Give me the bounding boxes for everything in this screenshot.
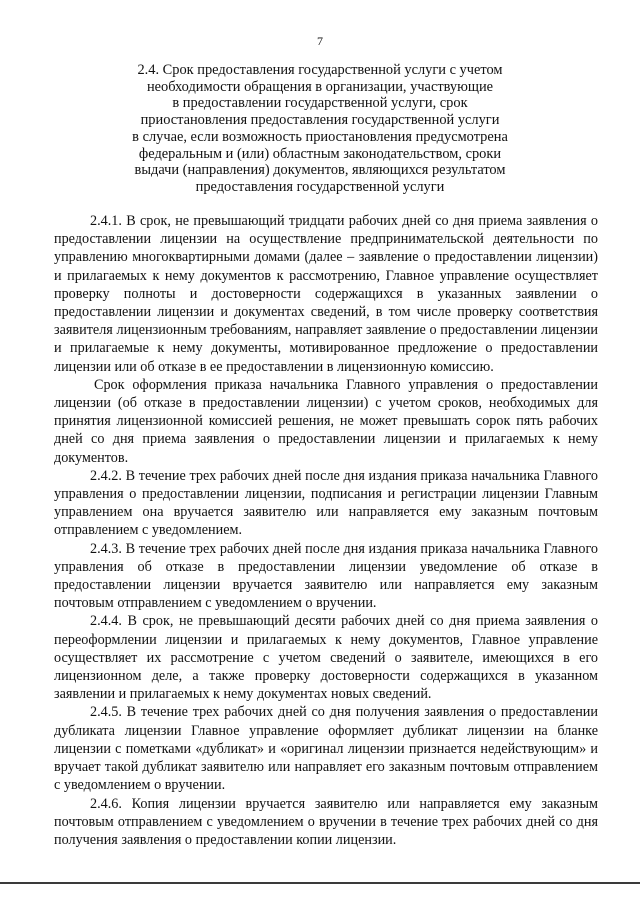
page-bottom-rule	[0, 882, 640, 884]
paragraph-2-4-1: 2.4.1. В срок, не превышающий тридцати рабочих дней со дня приема заявления о предоставлении лицензии на осуществление предпринимательской деятельности по управлению многоквартирными домами (далее – заявление о предоставлении лицензии) и прилагаемых к нему документов к рассмотрению, Главное управление осуществляет проверку полноты и достоверности содержащихся в указанных заявлении о предоставлении лицензии и документах сведений, в том числе проверку соответствия заявителя лицензионным требованиям, направляет заявление о предоставлении лицензии и прилагаемые к нему документы, мотивированное предложение о предоставлении лицензии или об отказе в ее предоставлении в лицензионную комиссию.	[54, 213, 598, 375]
heading-line: федеральным и (или) областным законодательством, сроки	[138, 145, 502, 162]
document-body	[54, 212, 598, 849]
heading-line: предоставления государственной услуги	[195, 178, 445, 195]
paragraph-2-4-4: 2.4.4. В срок, не превышающий десяти рабочих дней со дня приема заявления о переоформлении лицензии и прилагаемых к нему документов, Главное управление осуществляет их рассмотрение с учетом сведений о заявителе, имеющихся в его лицензионном деле, а также проверку достоверности содержащихся в указанном заявлении и прилагаемых к нему документах новых сведений.	[54, 613, 598, 703]
section-heading	[100, 62, 540, 196]
paragraph-2-4-3: 2.4.3. В течение трех рабочих дней после дня издания приказа начальника Главного управления об отказе в предоставлении лицензии уведомление об отказе в предоставлении лицензии вручается заявителю или направляется ему заказным почтовым отправлением с уведомлением о вручении.	[54, 540, 598, 612]
heading-line: в предоставлении государственной услуги, срок	[172, 95, 468, 112]
paragraph-license-order-term: Срок оформления приказа начальника Главного управления о предоставлении лицензии (об отказе в предоставлении лицензии) с учетом сроков, необходимых для принятия лицензионной комиссией решения, не может превышать сорок пять рабочих дней со дня приема заявления о предоставлении лицензии и прилагаемых к нему документов.	[54, 376, 598, 466]
heading-line: выдачи (направления) документов, являющихся результатом	[134, 162, 506, 179]
heading-line: в случае, если возможность приостановления предусмотрена	[132, 128, 508, 145]
heading-line: 2.4. Срок предоставления государственной услуги с учетом	[137, 62, 503, 78]
paragraph-2-4-2: 2.4.2. В течение трех рабочих дней после дня издания приказа начальника Главного управления о предоставлении лицензии, подписания и регистрации лицензии Главным управлением она вручается заявителю или направляется ему заказным почтовым отправлением с уведомлением.	[54, 467, 598, 539]
paragraph-2-4-5: 2.4.5. В течение трех рабочих дней со дня получения заявления о предоставлении дубликата лицензии Главное управление оформляет дубликат лицензии на бланке лицензии с пометками «дубликат» и «оригинал лицензии признается недействующим» и вручает такой дубликат заявителю или направляет его заказным почтовым отправлением с уведомлением о вручении.	[54, 704, 598, 794]
heading-line: приостановления предоставления государственной услуги	[140, 112, 500, 129]
page-number: 7	[317, 34, 323, 48]
paragraph-2-4-6: 2.4.6. Копия лицензии вручается заявителю или направляется ему заказным почтовым отправлением с уведомлением о вручении в течение трех рабочих дней со дня получения заявления о предоставлении копии лицензии.	[54, 795, 598, 848]
heading-line: необходимости обращения в организации, участвующие	[146, 78, 494, 95]
